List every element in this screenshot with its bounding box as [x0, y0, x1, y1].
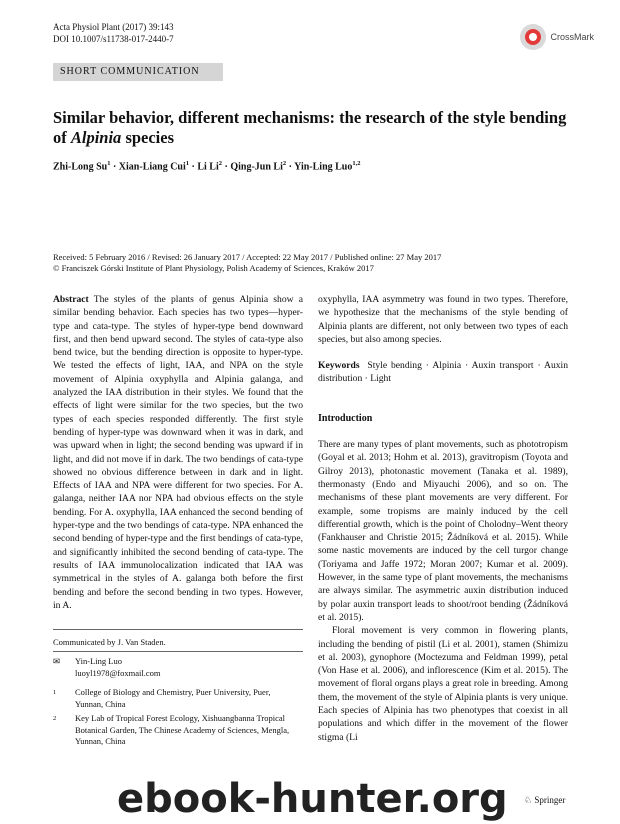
corresponding-email[interactable]: luoyl1978@foxmail.com — [75, 667, 161, 678]
communicated-by: Communicated by J. Van Staden. — [53, 637, 166, 647]
crossmark-label: CrossMark — [550, 32, 594, 42]
author[interactable]: Qing-Jun Li — [230, 161, 283, 173]
introduction-heading: Introduction — [318, 412, 373, 424]
keywords-heading: Keywords — [318, 360, 360, 372]
abstract — [53, 293, 303, 612]
right-column — [318, 293, 568, 744]
affiliation: 2 Key Lab of Tropical Forest Ecology, Xishuangbanna Tropical Botanical Garden, The Chinese Academy of Sciences, Mengla, Yunnan, China — [53, 713, 290, 746]
keywords — [318, 359, 568, 386]
author[interactable]: Yin-Ling Luo — [294, 161, 353, 173]
copyright: © Franciszek Górski Institute of Plant Physiology, Polish Academy of Sciences, Kraków 2017 — [53, 263, 374, 273]
introduction-paragraph-2: Floral movement is very common in flowering plants, including the bending of pistil (Li et al. 2001), stamen (Shimizu et al. 2003), gynophore (Moctezuma and Feldman 1999), petal (Von Hase et al. 2006), and inflorescence (Kim et al. 2015). The movement of floral organs plays a great role in breeding. Among them, the movement of the style of Alpinia plants is very unique. Each species of Alpinia has two phenotypes that coexist in all populations and which differ in the movement of the flower stigma (Li — [318, 625, 568, 743]
footnote-divider — [53, 629, 303, 630]
keywords-text: Style bending · Alpinia · Auxin transport · Auxin distribution · Light — [318, 360, 568, 385]
corresponding-name: Yin-Ling Luo — [75, 656, 122, 666]
introduction-paragraph-1: There are many types of plant movements, such as phototropism (Goyal et al. 2013; Hohm et al. 2013), gravitropism (Toyota and Gilroy 2013), photonastic movement (Tanaka et al. 1989), thermonasty (Endo and Miyauchi 2006), and so on. The mechanisms of these plant movements are very different. For example, some tropisms are mainly induced by the cell differential growth, which is the point of Cholodny–Went theory (Fankhauser and Christie 2015; Žádníková et al. 2015). While some nastic movements are induced by the cell turgor change (Toriyama and Jaffe 1972; Moran 2007; Kumar et al. 2009). However, in the same type of plant movements, the mechanisms are always similar. The asymmetric auxin distribution induced by polar auxin transport leads to shoot/root bending (Žádníková et al. 2015). — [318, 439, 568, 623]
watermark: ebook-hunter.org — [117, 776, 508, 822]
springer-icon: ♘ — [524, 795, 533, 805]
journal-citation: Acta Physiol Plant (2017) 39:143 — [53, 22, 174, 32]
journal-header — [53, 21, 174, 45]
abstract-text: The styles of the plants of genus Alpinia show a similar bending behavior. Each species has two types—hyper-type and cata-type. The styles of hyper-type bend downward first, and then bend upward second. The styles of cata-type also bend twice, but the bending direction is opposite to hyper-type. We tested the effects of light, IAA, and NPA on the style movement of Alpinia oxyphylla and Alpinia galanga, and analyzed the IAA distribution in their styles. We found that the effects of light were similar for the two species, but the two types of each species responded differently. The first style bending of hyper-type was downward when it was in dark, and was upward when in light; the second bending was upward if in light, and did not move if in dark. The two bendings of cata-type showed no obvious difference between in dark and in light. Effects of IAA and NPA were different for two species. For A. galanga, neither IAA nor NPA had obvious effects on the style bending. For A. oxyphylla, IAA enhanced the second bending of hyper-type and the two bendings of cata-type. NPA enhanced the second bending of hyper-type and the first bendings of cata-type, and significantly inhibited the second bending of cata-type. The results of IAA immunolocalization indicated that IAA was symmetrical in the styles of A. galanga both before the first bending and before the second bending in two types. However, in A. — [53, 294, 303, 611]
crossmark-icon — [520, 24, 546, 50]
left-column — [53, 293, 303, 612]
article-title: Similar behavior, different mechanisms: the research of the style bending of Alpinia species — [53, 108, 567, 147]
publisher-logo: ♘ Springer — [524, 795, 566, 805]
corresponding-author — [53, 656, 161, 679]
history-dates: Received: 5 February 2016 / Revised: 26 January 2017 / Accepted: 22 May 2017 / Published online: 27 May 2017 — [53, 252, 442, 262]
author[interactable]: Xian-Liang Cui — [118, 161, 186, 173]
title-genus: Alpinia — [70, 128, 122, 147]
author[interactable]: Zhi-Long Su — [53, 161, 108, 173]
section-label-bar — [53, 63, 223, 81]
envelope-icon: ✉ — [53, 656, 61, 666]
doi[interactable]: DOI 10.1007/s11738-017-2440-7 — [53, 34, 174, 44]
affiliation: 1 College of Biology and Chemistry, Puer University, Puer, Yunnan, China — [53, 687, 271, 709]
abstract-continued: oxyphylla, IAA asymmetry was found in two types. Therefore, we hypothesize that the mechanisms of the style bending of Alpinia plants are different, not only between two types of each species, but also among species. — [318, 294, 568, 345]
abstract-heading: Abstract — [53, 294, 89, 305]
section-label: SHORT COMMUNICATION — [60, 66, 200, 77]
author-list: Zhi-Long $Su^1$ · Xian-Liang Cui$^1$ · Li $Li^2$ · Qing-Jun $Li^2$ · Yin-Ling Luo$^{1,2}$ — [53, 160, 361, 173]
author[interactable]: Li Li — [197, 161, 219, 173]
publication-dates — [53, 252, 441, 274]
crossmark-badge[interactable] — [520, 24, 594, 50]
footnote-divider — [53, 651, 303, 652]
